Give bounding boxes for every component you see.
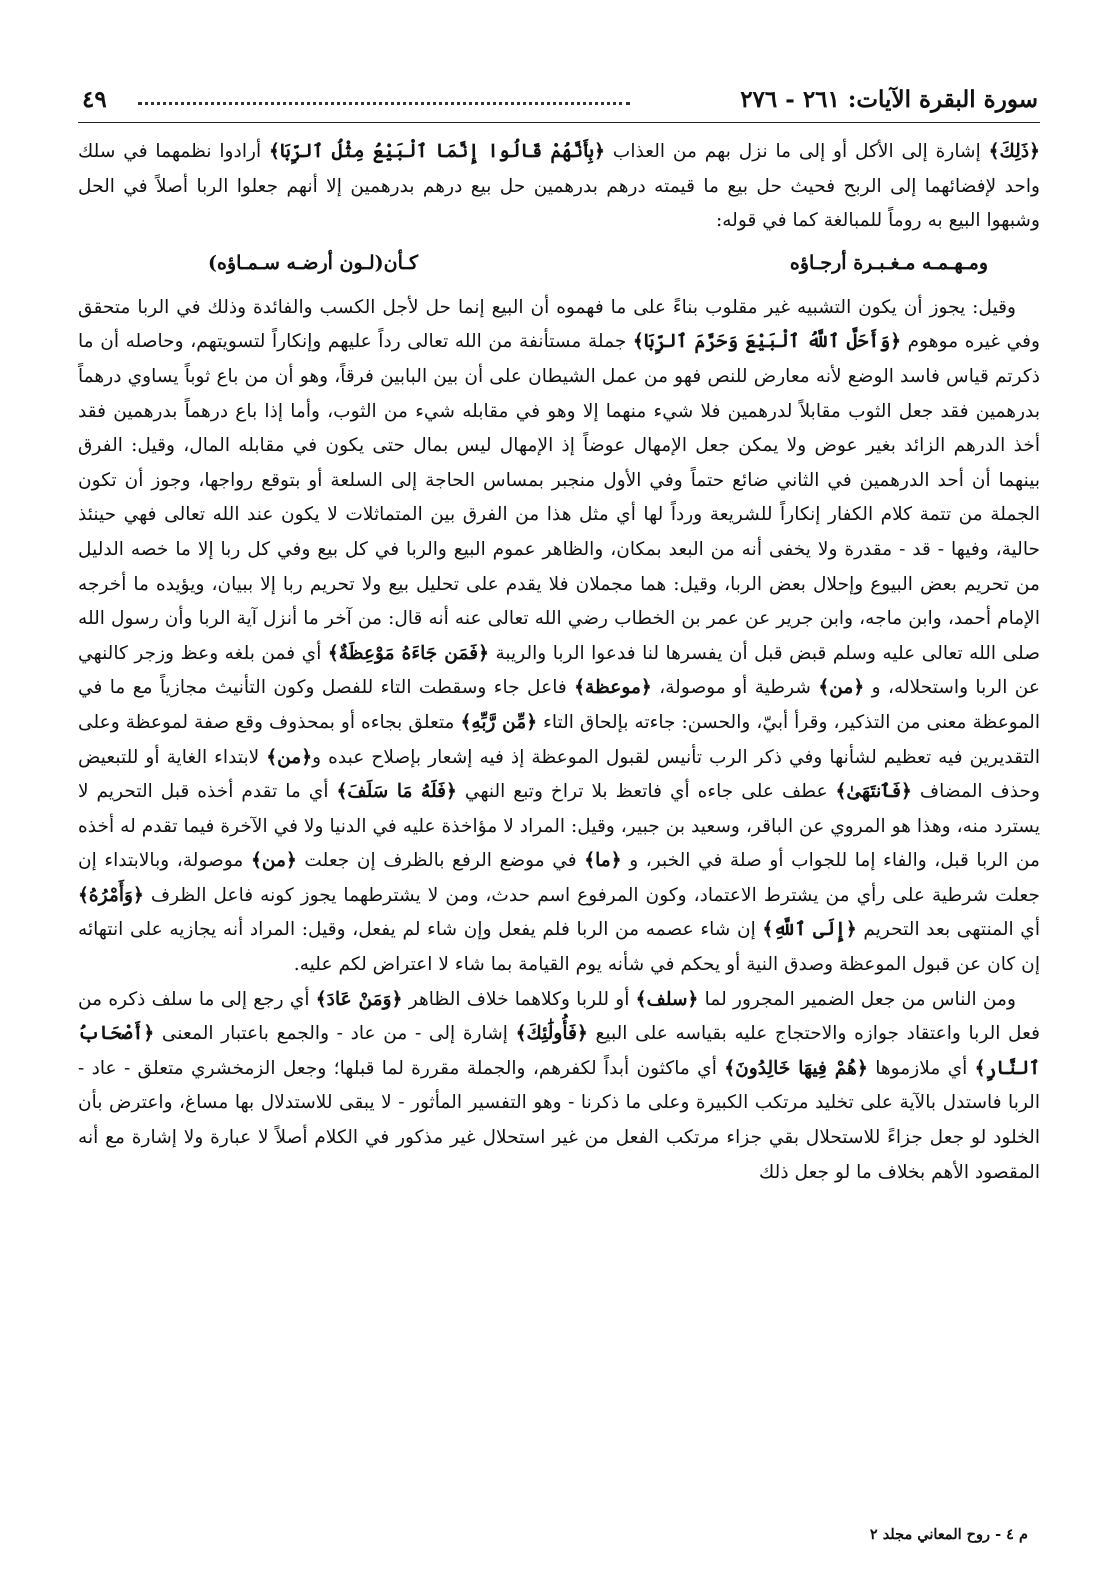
commentary-text: أو للربا وكلاهما خلاف الظاهر <box>402 988 636 1010</box>
quran-quote: ﴿فَٱنتَهَىٰ﴾ <box>835 781 912 803</box>
commentary-text: أي ماكثون أبداً لكفرهم، والجملة مقررة لما قبلها؛ وجعل الزمخشري متعلق - عاد - الربا فاستدل بالآية على تخليد مرتكب الكبيرة وعلى ما ذكرنا - وهو التفسير المأثور - لا يبقى للاستدلال بها مساغ، واعترض بأن الخلود لو جعل جزاءً للاستحلال بقي جزاء مرتكب الفعل من غير استحلال غير مذكور في الكلام أصلاً لا عبارة ولا إشارة مع أنه المقصود الأهم بخلاف ما لو جعل ذلك <box>78 1057 1040 1183</box>
dotted-leader <box>138 102 630 105</box>
commentary-text: إشارة إلى - من عاد - والجمع باعتبار المعنى <box>154 1023 516 1045</box>
quran-quote: ﴿ما﴾ <box>584 850 622 872</box>
quran-quote: ﴿إِلَى ٱللَّهِ﴾ <box>762 919 857 941</box>
commentary-text: أي فمن بلغه وعظ وزجر كالنهي عن الربا واستحلاله، و <box>78 642 1040 699</box>
quran-quote: ﴿من﴾ <box>250 850 297 872</box>
commentary-text: شرطية أو موصولة، <box>651 677 819 699</box>
commentary-text: فاعل جاء وسقطت التاء للفصل وكون التأنيث مجازياً مع ما في الموعظة معنى من التذكير، وقرأ أبيّ، والحسن: جاءته بإلحاق التاء <box>78 677 1040 733</box>
commentary-text: إن شاء عصمه من الربا فلم يفعل وإن شاء لم يفعل، وقيل: المراد أنه يجازيه على انتهائه إن كان عن قبول الموعظة وصدق النية أو يحكم في شأنه يوم القيامة بما شاء لا اعتراض لكم عليه. <box>78 919 1040 976</box>
running-header <box>78 82 1040 123</box>
commentary-text: أرادوا نظمهما في سلك واحد لإفضائهما إلى الربح فحيث حل بيع ما قيمته درهم بدرهمين حل بيع درهم بدرهمين إلا أنهم جعلوا الربا أصلاً في الحل وشبهوا البيع به روماً للمبالغة كما في قوله: <box>78 141 1040 232</box>
quran-quote: ﴿وَأَمْرُهُ﴾ <box>78 884 144 906</box>
commentary-text: لابتداء الغاية أو للتبعيض وحذف المضاف <box>78 746 1040 803</box>
verse-hemistich-second: كـأن(لـون أرضـه سـمـاؤه) <box>208 251 418 274</box>
quran-quote: ﴿فَأُولَٰئِكَ﴾ <box>515 1023 588 1045</box>
quran-quote: ﴿من﴾ <box>818 677 865 699</box>
quran-quote: ﴿من﴾ <box>266 746 313 768</box>
commentary-text: عطف على جاءه أي فاتعظ بلا تراخ وتبع النهي <box>456 781 836 803</box>
quran-quote: ﴿هُمْ فِيهَا خَالِدُونَ﴾ <box>724 1057 868 1079</box>
commentary-text: جملة مستأنفة من الله تعالى رداً عليهم وإنكاراً لتسويتهم، وحاصله أن ما ذكرتم قياس فاسد الوضع لأنه معارض للنص فهو من عمل الشيطان على أن بين البابين فرقاً، وهو أن من باع ثوباً يساوي درهماً بدرهمين فقد جعل الثوب مقابلاً لدرهمين فلا شيء منهما إلا وهو في مقابله شيء من الثوب، وأما إذا باع درهماً بدرهمين فقد أخذ الدرهم الزائد بغير عوض ولا يمكن جعل الإمهال عوضاً إذ الإمهال ليس بمال حتى يكون في مقابله المال، وقيل: الفرق بينهما أن أحد الدرهمين في الثاني ضائع حتماً وفي الأول منجبر بمساس الحاجة إلى السلعة أو بتوقع رواجها، وجوز أن تكون الجملة من تتمة كلام الكفار إنكاراً للشريعة ورداً لها أي مثل هذا من الفرق بين المتماثلات لا يكون عند الله تعالى فهي حينئذ حالية، وفيها - قد - مقدرة ولا يخفى أنه من البعد بمكان، والظاهر عموم البيع والربا في كل بيع وفي كل ربا إلا ما خصه الدليل من تحريم بعض البيوع وإحلال بعض الربا، وقيل: هما مجملان فلا يقدم على تحليل بيع ولا تحريم ربا إلا ببيان، ويؤيده ما أخرجه الإمام أحمد، وابن ماجه، وابن جرير عن عمر بن الخطاب رضي الله تعالى عنه أنه قال: من آخر ما أنزل آية الربا وأن رسول الله صلى الله تعالى عليه وسلم قبض قبل أن يفسرها لنا فدعوا الربا والريبة <box>78 331 1040 664</box>
volume-footer: م ٤ - روح المعاني مجلد ٢ <box>869 1526 1028 1543</box>
commentary-text: أي ملازموها <box>867 1057 975 1079</box>
quran-quote: ﴿وَمَنْ عَادَ﴾ <box>315 988 403 1010</box>
quran-quote: ﴿أَصْحَابُ ٱلنَّارِ﴾ <box>78 1023 1040 1079</box>
quran-quote: ﴿مِّن رَّبِّهِ﴾ <box>460 711 538 733</box>
quran-quote: ﴿وَأَحَلَّ ٱللَّهُ ٱلْبَيْعَ وَحَرَّمَ ٱلرِّبَا﴾ <box>632 331 902 353</box>
commentary-text: ومن الناس من جعل الضمير المجرور لما <box>698 988 1016 1010</box>
quran-quote: ﴿فَمَن جَاءَهُ مَوْعِظَةٌ﴾ <box>327 642 489 664</box>
poetry-verse <box>78 243 1040 283</box>
commentary-text: أي المنتهى بعد التحريم <box>856 919 1040 941</box>
quran-quote: ﴿موعظة﴾ <box>574 677 652 699</box>
commentary-text: متعلق بجاءه أو بمحذوف وقع صفة لموعظة وعلى التقديرين فيه تعظيم لشأنها وفي ذكر الرب تأنيس لقبول الموعظة إذ فيه إشعار بإصلاح عبده و <box>78 711 1040 768</box>
commentary-text: إشارة إلى الأكل أو إلى ما نزل بهم من العذاب <box>605 141 989 162</box>
surah-heading: سورة البقرة الآيات: ٢٦١ - ٢٧٦ <box>740 86 1038 113</box>
page-number: ٤٩ <box>82 86 107 113</box>
commentary-text: أي رجع إلى ما سلف ذكره من فعل الربا واعتقاد جوازه والاحتجاج عليه بقياسه على البيع <box>78 988 1040 1045</box>
main-text <box>78 135 1040 1190</box>
quran-quote: ﴿ذَلِكَ﴾ <box>988 141 1041 162</box>
commentary-text: أي ما تقدم أخذه قبل التحريم لا يسترد منه، وهذا هو المروي عن الباقر، وسعيد بن جبير، وقيل: المراد لا مؤاخذة عليه في الدنيا ولا في الآخرة فيما تقدم له أخذه من الربا قبل، والفاء إما للجواب أو صلة في الخبر، و <box>78 781 1040 872</box>
verse-hemistich-first: ومـهـمـه مـغـبـرة أرجـاؤه <box>789 251 988 274</box>
paragraph-2 <box>78 291 1040 983</box>
paragraph-1 <box>78 135 1040 239</box>
commentary-text: وقيل: يجوز أن يكون التشبيه غير مقلوب بناءً على ما فهموه أن البيع إنما حل لأجل الكسب والفائدة وذلك في الربا متحقق وفي غيره موهوم <box>78 296 1040 353</box>
quran-quote: ﴿بِأَنَّهُمْ قَالُوا إِنَّمَا ٱلْبَيْعُ مِثْلُ ٱلرِّبَا﴾ <box>268 141 605 162</box>
paragraph-3 <box>78 983 1040 1191</box>
commentary-text: موصولة، وبالابتداء إن جعلت شرطية على رأي من يشترط الاعتماد، وكون المرفوع اسم حدث، ومن لا يشترطهما يجوز كونه فاعل الظرف <box>78 850 1040 906</box>
commentary-text: في موضع الرفع بالظرف إن جعلت <box>296 850 585 872</box>
quran-quote: ﴿سلف﴾ <box>635 988 699 1010</box>
quran-quote: ﴿فَلَهُ مَا سَلَفَ﴾ <box>336 781 457 803</box>
